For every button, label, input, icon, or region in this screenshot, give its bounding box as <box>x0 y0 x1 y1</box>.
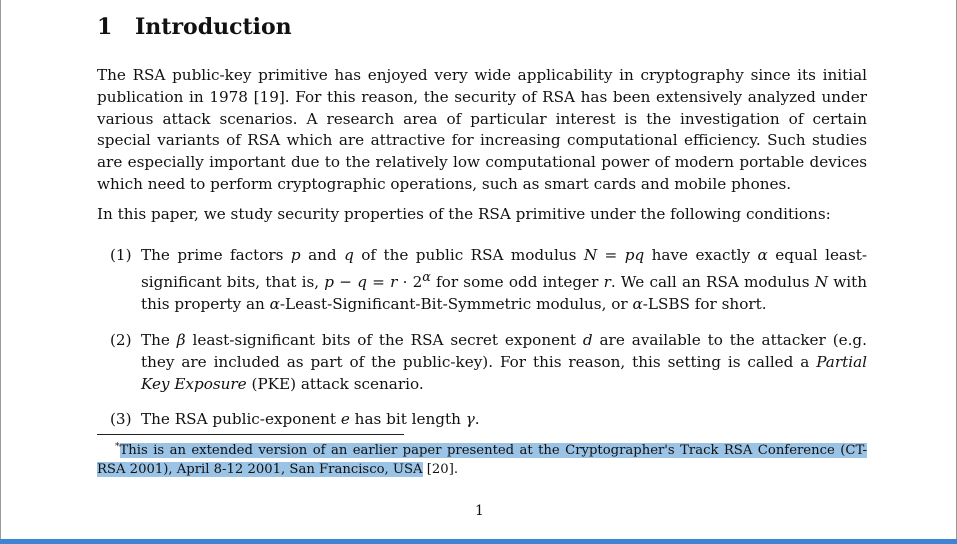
math-var: q <box>344 245 354 264</box>
condition-text: of the public RSA modulus <box>353 245 584 264</box>
section-title: Introduction <box>135 14 292 40</box>
math-var: α <box>757 245 768 264</box>
math-var: p <box>290 245 301 264</box>
math-var: p <box>324 273 335 292</box>
math-op: = <box>366 273 391 292</box>
condition-text: has bit length <box>349 410 466 429</box>
footnote-citation: [20]. <box>422 461 459 477</box>
footnote[interactable] <box>97 438 867 479</box>
condition-text: are available to the attacker (e.g. they are included as part of the public-key). For this reason, this setting is called a <box>141 331 867 371</box>
condition-text: equal least-significant bits, that is, <box>141 245 868 292</box>
math-var: α <box>632 295 643 314</box>
page-content <box>97 8 867 445</box>
condition-text: for some odd integer <box>430 273 604 292</box>
math-var: γ <box>465 410 475 429</box>
math-op: = <box>597 245 625 264</box>
math-var: β <box>176 331 186 350</box>
condition-marker: (1) <box>110 245 132 264</box>
condition-text: and <box>300 245 345 264</box>
condition-item-3 <box>97 409 867 431</box>
condition-text: have exactly <box>644 245 758 264</box>
footnote-selected-text[interactable]: This is an extended version of an earlier paper presented at the Cryptographer's Track RSA Conference (CT-RSA 2001), April 8-12 2001, San Francisco, USA <box>97 443 867 477</box>
math-var: r <box>390 273 398 292</box>
math-var: pq <box>624 245 645 264</box>
math-var: N <box>814 273 829 292</box>
conditions-list <box>97 245 867 432</box>
math-var: N <box>583 245 598 264</box>
condition-text: -Least-Significant-Bit-Symmetric modulus, or <box>279 295 633 314</box>
condition-text: The prime factors <box>141 245 291 264</box>
condition-text: -LSBS for short. <box>642 295 767 314</box>
viewer-bottom-bar <box>0 539 957 544</box>
math-var: d <box>582 331 593 350</box>
page-number: 1 <box>475 503 484 519</box>
math-var: α <box>422 269 431 285</box>
condition-text: (PKE) attack scenario. <box>246 374 424 393</box>
math-var: α <box>269 295 280 314</box>
intro-paragraph: The RSA public-key primitive has enjoyed very wide applicability in cryptography since its initial publication in 1978 [19]. For this reason, the security of RSA has been extensively analyzed under various attack scenarios. A research area of particular interest is the investigation of certain special variants of RSA which are attractive for increasing computational efficiency. Such studies are especially important due to the relatively low computational power of modern portable devices which need to perform cryptographic operations, such as smart cards and mobile phones. <box>97 66 867 193</box>
emphasized-term: Partial Key Exposure <box>141 352 867 393</box>
math-op: − <box>334 273 358 292</box>
condition-text: . <box>474 410 480 429</box>
condition-text: The RSA public-exponent <box>141 410 341 429</box>
condition-item-2 <box>97 330 867 395</box>
condition-text: with this property an <box>141 273 867 314</box>
math-op: · 2 <box>397 273 423 292</box>
conditions-intro-paragraph: In this paper, we study security properties of the RSA primitive under the following conditions: <box>97 204 831 223</box>
footnote-marker: * <box>115 442 120 452</box>
math-var: e <box>340 410 350 429</box>
section-number: 1 <box>97 14 113 40</box>
condition-text: . We call an RSA modulus <box>610 273 815 292</box>
condition-text: The <box>141 331 177 350</box>
footnote-rule <box>97 434 404 435</box>
section-heading <box>97 12 867 42</box>
math-var: r <box>603 273 611 292</box>
condition-text: least-significant bits of the RSA secret exponent <box>185 331 583 350</box>
condition-marker: (3) <box>110 410 132 429</box>
condition-item-1 <box>97 245 867 316</box>
condition-marker: (2) <box>110 331 132 350</box>
math-var: q <box>357 273 367 292</box>
